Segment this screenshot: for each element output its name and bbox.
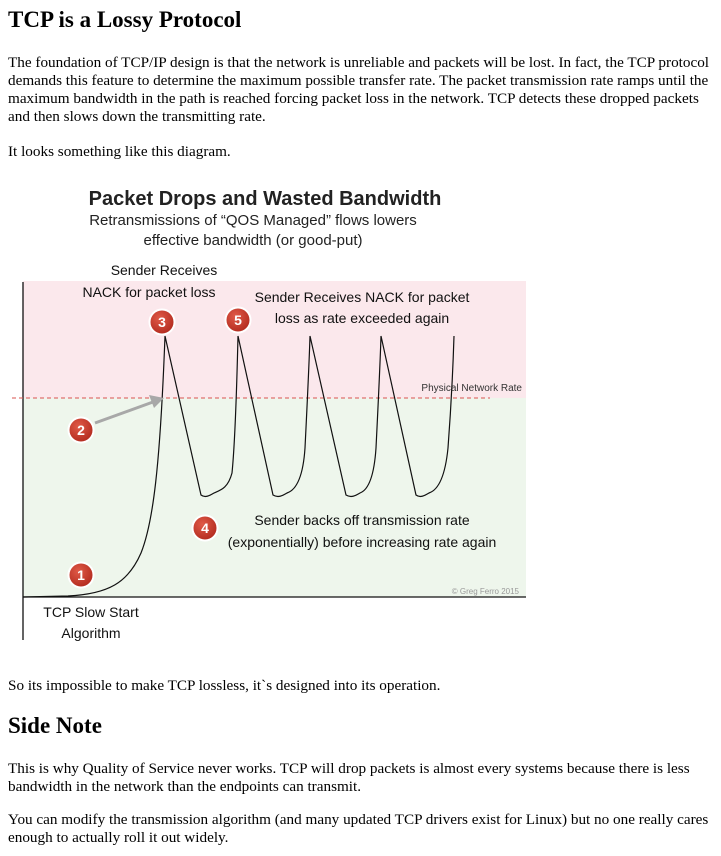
physical-rate-label: Physical Network Rate xyxy=(421,383,522,394)
diagram-canvas xyxy=(8,178,538,648)
label-1-line2: Algorithm xyxy=(61,625,121,641)
side-note-heading: Side Note xyxy=(8,713,102,738)
label-4-line1: Sender backs off transmission rate xyxy=(254,512,470,528)
label-5-line1: Sender Receives NACK for packet xyxy=(254,289,470,305)
ok-zone xyxy=(23,398,526,597)
svg-text:5: 5 xyxy=(234,312,242,328)
svg-text:1: 1 xyxy=(77,567,85,583)
badge-1 xyxy=(69,563,94,588)
svg-text:3: 3 xyxy=(158,314,166,330)
label-3-line1: Sender Receives xyxy=(110,262,218,278)
badge-2 xyxy=(69,418,94,443)
label-3-line2: NACK for packet loss xyxy=(82,284,216,300)
side-note-paragraph-1: This is why Quality of Service never works. TCP will drop packets is almost every systems because there is less bandwidth in the network than the endpoints can transmit. xyxy=(8,760,690,795)
conclusion-paragraph: So its impossible to make TCP lossless, it`s designed into its operation. xyxy=(8,677,441,694)
label-5-line2: loss as rate exceeded again xyxy=(274,310,450,326)
diagram-subtitle-line1: Retransmissions of “QOS Managed” flows lowers xyxy=(89,212,417,229)
copyright-text: © Greg Ferro 2015 xyxy=(451,587,519,596)
badge-3 xyxy=(150,310,175,335)
diagram-title: Packet Drops and Wasted Bandwidth xyxy=(88,188,442,210)
svg-text:2: 2 xyxy=(77,422,85,438)
packet-drops-diagram xyxy=(8,178,538,648)
diagram-subtitle-line2: effective bandwidth (or good-put) xyxy=(143,232,363,249)
page-title: TCP is a Lossy Protocol xyxy=(8,7,242,32)
side-note-paragraph-2: You can modify the transmission algorithm (and many updated TCP drivers exist for Linux) but no one really cares enough to actually roll it out widely. xyxy=(8,811,709,846)
intro-paragraph: The foundation of TCP/IP design is that the network is unreliable and packets will be lost. In fact, the TCP protocol demands this feature to determine the maximum possible transfer rate. The packet transmission rate ramps until the maximum bandwidth in the path is reached forcing packet loss in the network. TCP detects these dropped packets and then slows down the transmitting rate. xyxy=(8,54,710,125)
badge-4 xyxy=(193,516,218,541)
badge-5 xyxy=(226,308,251,333)
label-1-line1: TCP Slow Start xyxy=(43,604,139,620)
diagram-intro-paragraph: It looks something like this diagram. xyxy=(8,143,231,160)
label-4-line2: (exponentially) before increasing rate again xyxy=(227,534,497,550)
svg-text:4: 4 xyxy=(201,520,209,536)
